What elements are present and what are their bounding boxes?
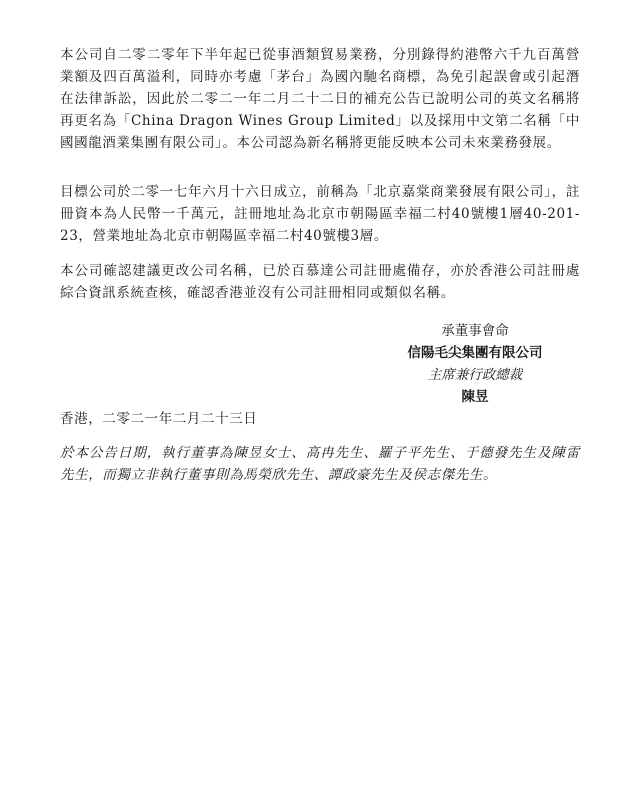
paragraph-confirmation: 本公司確認建議更改公司名稱，已於百慕達公司註冊處備存，亦於香港公司註冊處綜合資訊系統查核，確認香港並沒有公司註冊相同或類似名稱。 <box>60 263 580 301</box>
by-order-text: 承董事會命 <box>441 323 509 339</box>
signatory-title: 主席兼行政總裁 <box>427 367 523 383</box>
directors-note: 於本公告日期，執行董事為陳昱女士、高冉先生、羅子平先生、于德發先生及陳雷先生，而獨立非執行董事則為馬榮欣先生、譚政豪先生及侯志傑先生。 <box>60 445 580 483</box>
paragraph-name-change-reason: 本公司自二零二零年下半年起已從事酒類貿易業務，分別錄得約港幣六千九百萬營業額及四百萬溢利，同時亦考慮「茅台」為國內馳名商標，為免引起誤會或引起潛在法律訴訟，因此於二零二一年二月二十二日的補充公告已說明公司的英文名稱將再更名為「China Dragon Wines Group Limited」以及採用中文第二名稱「中國國龍酒業集團有限公司」。本公司認為新名稱將更能反映本公司未來業務發展。 <box>60 47 580 151</box>
signatory-name: 陳昱 <box>461 389 489 405</box>
signature-block <box>370 320 580 408</box>
paragraph-target-company: 目標公司於二零一七年六月十六日成立，前稱為「北京嘉棠商業發展有限公司」，註冊資本為人民幣一千萬元，註冊地址為北京市朝陽區幸福二村40號樓1層40-201-23，營業地址為北京市朝陽區幸福二村40號樓3層。 <box>60 184 580 244</box>
date-line: 香港，二零二一年二月二十三日 <box>60 411 258 427</box>
company-name: 信陽毛尖集團有限公司 <box>407 345 543 361</box>
